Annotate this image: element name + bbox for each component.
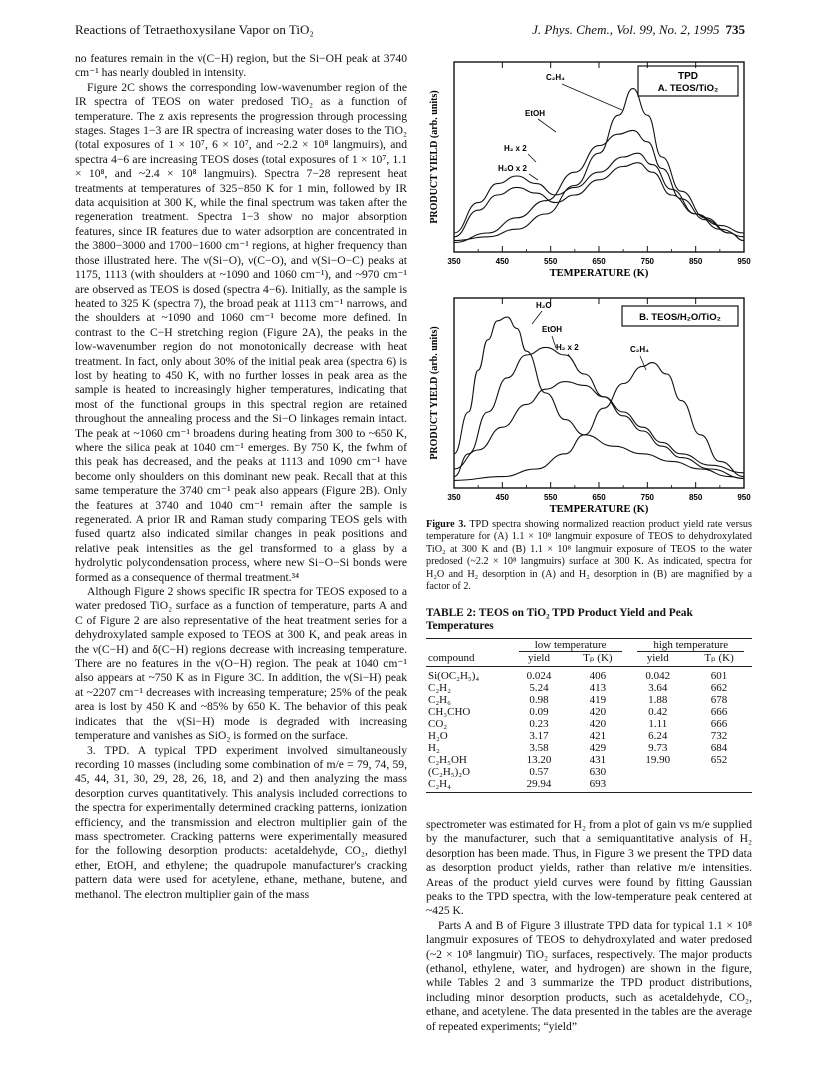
cell-low-yield: 29.94 [512,778,566,793]
x-tick-label: 650 [592,257,606,266]
series-line-3 [454,163,744,237]
cell-compound: H₂ [428,742,440,754]
cell-low-yield: 13.20 [526,754,552,766]
panel-title-line1: TPD [678,71,698,82]
figure-3b [426,290,756,518]
table-row [426,718,752,730]
label-c2h4: C₂H₄ [630,345,649,354]
paragraph-4: 3. TPD. A typical TPD experiment involved simultaneously recording 10 masses (including some combination of m/e = 79, 74, 59, 45, 44, 31, 30, 29, 28, 26, 18, and 2) and then analyzing the mass desorption curves quantitatively. This analysis included corrections to the spectra for experimentally determined cracking patterns, ionization efficiency, and the transmission and electron multiplier gain of the mass spectrometer. Cracking patterns were experimentally measured for the following desorption products: acetaldehyde, CO₂, diethyl ether, EtOH, and ethylene; the quadrupole manufacturer's cracking pattern data were used for acetylene, ethane, methane, butene, and methanol. The electron multiplier gain of the mass [75,743,407,901]
cell-high-yield: 9.73 [648,742,668,754]
cell-low-yield: 0.09 [529,706,549,718]
series-line-1 [454,347,744,478]
group-high-label: high temperature [637,639,744,652]
y-axis-label: PRODUCT YIELD (arb. units) [429,326,440,460]
x-tick-label: 350 [447,493,461,502]
label-h2: H₂ x 2 [556,343,579,352]
x-axis-label: TEMPERATURE (K) [549,504,649,515]
leader-c2h4 [562,84,622,110]
cell-low-yield: 0.57 [529,766,549,778]
caption-text: TPD spectra showing normalized reaction product yield rate versus temperature for (A) 1.1 × 10⁸ langmuir exposure of TEOS to dehydroxylated TiO₂ at 300 K and (B) 1.1 × 10⁸ langmuir exposure of TEOS to the water predosed (~2.2 × 10⁸ langmuirs) surface at 300 K. As indicated, spectra for H₂O and H₂ desorption in (A) and H₂ desorption in (B) are magnified by a factor of 2. [426,519,752,593]
cell-low-yield: 5.24 [529,682,549,694]
cell-high-tp: 601 [710,670,728,682]
cell-high-yield [630,778,687,793]
cell-high-tp: 732 [710,730,728,742]
x-tick-label: 750 [640,257,655,266]
table-title: TABLE 2: TEOS on TiO₂ TPD Product Yield and Peak Temperatures [426,607,693,632]
x-tick-label: 450 [495,257,510,266]
cell-low-yield: 0.024 [526,670,552,682]
x-tick-label: 950 [737,493,751,502]
cell-low-tp: 431 [589,754,607,766]
x-tick-label: 650 [592,493,606,502]
spacer-cell [426,639,512,653]
figure-3a [426,54,756,282]
y-axis-label: PRODUCT YIELD (arb. units) [429,90,440,224]
table-row [426,706,752,718]
paragraph-3: Although Figure 2 shows specific IR spectra for TEOS exposed to a water predosed TiO₂ surface as a function of temperature, parts A and C of Figure 2 are also representative of the heat treatment series for a dehydroxylated sample exposed to TEOS at 300 K, and peak areas in the ν(C−H) and δ(C−H) regions decrease with increasing temperature. There are no features in the ν(O−H) region. The peak at 1040 cm⁻¹ also appears at ~750 K as in Figure 3C. In addition, the ν(Si−H) peak at ~2207 cm⁻¹ decreases with increasing temperature; 25% of the peak area is lost by 450 K and ~85% by 650 K. The behavior of this peak indicates that the ν(Si−H) mode is degraded with increasing temperature and vanishes as SiO₂ is formed on the surface. [75,585,407,743]
series-line-0 [454,317,744,479]
cell-low-tp: 630 [589,766,607,778]
cell-high-tp [686,766,752,778]
cell-low-tp: 420 [589,718,607,730]
x-tick-label: 750 [640,493,655,502]
series-line-1 [454,130,744,242]
cell-high-tp [686,778,752,793]
col-low-tp: Tₚ (K) [566,652,629,667]
table-row [426,730,752,742]
cell-compound: CO₂ [428,718,448,730]
cell-high-tp: 652 [710,754,728,766]
table-row [426,694,752,706]
x-tick-label: 550 [543,257,558,266]
col-high-yield: yield [630,652,687,667]
x-tick-label: 850 [688,493,703,502]
cell-low-tp: 421 [589,730,607,742]
cell-high-yield: 0.042 [645,670,671,682]
leader-h2 [528,154,536,162]
table-row [426,667,752,683]
cell-high-yield: 1.88 [648,694,668,706]
col-high-tp: Tₚ (K) [686,652,752,667]
paragraph-1: no features remain in the ν(C−H) region, but the Si−OH peak at 3740 cm⁻¹ has nearly doubled in intensity. [75,52,407,80]
cell-high-yield: 3.64 [648,682,668,694]
cell-high-tp: 662 [710,682,728,694]
paragraph-5: spectrometer was estimated for H₂ from a plot of gain vs m/e supplied by the manufacturer, such that a semiquantitative analysis of H₂ desorption has been made. Thus, in Figure 3 we present the TPD data as desorption product yields, rather than relative m/e intensities. Areas of the product yield curves were found by fitting Gaussian peaks to the TPD spectra, with the low-temperature peak centered at ~425 K. [426,818,752,918]
label-h2o: H₂O x 2 [498,164,527,173]
cell-high-yield: 0.42 [648,706,668,718]
group-high [630,639,753,653]
label-etoh: EtOH [525,109,545,118]
table-row [426,766,752,778]
group-low [512,639,630,653]
leader-c2h4 [640,356,646,370]
label-c2h4: C₂H₄ [546,73,565,82]
table-group-header [426,639,752,653]
table-row [426,778,752,793]
cell-low-tp: 693 [566,778,629,793]
table-2 [426,638,752,793]
table-header-row [426,652,752,667]
tpd-chart-b [426,290,756,518]
paragraph-6: Parts A and B of Figure 3 illustrate TPD data for typical 1.1 × 10⁸ langmuir exposures of TEOS to dehydroxylated and water predosed (~2 × 10⁸ langmuir) TiO₂ surfaces, respectively. The major products (ethanol, ethylene, water, and hydrogen) are shown in the figure, while Tables 2 and 3 summarize the TPD product distributions, including minor desorption products, such as acetaldehyde, CO₂, ethane, and acetylene. The data presented in the tables are the average of repeated experiments; “yield” [426,918,752,1033]
cell-low-tp: 419 [589,694,607,706]
page-number: 735 [725,22,745,37]
table-row [426,682,752,694]
cell-low-tp: 429 [589,742,607,754]
running-header-title: Reactions of Tetraethoxysilane Vapor on TiO₂ [75,22,314,37]
cell-low-yield: 0.98 [529,694,549,706]
cell-high-yield [630,766,687,778]
label-h2: H₂ x 2 [504,144,527,153]
leader-h2o [532,311,542,324]
cell-low-yield: 3.17 [529,730,549,742]
label-etoh: EtOH [542,325,562,334]
cell-high-tp: 678 [710,694,728,706]
x-tick-label: 350 [447,257,461,266]
journal-citation: J. Phys. Chem., Vol. 99, No. 2, 1995 [532,22,720,37]
cell-high-tp: 666 [710,706,728,718]
leader-etoh [552,336,556,348]
leader-h2o [529,174,538,180]
x-tick-label: 450 [495,493,510,502]
table-row [426,754,752,766]
caption-label: Figure 3. [426,519,466,530]
label-h2o: H₂O [536,301,552,310]
x-axis-label: TEMPERATURE (K) [549,268,649,279]
cell-compound: C₂H₆ [428,694,451,706]
left-text-column [75,52,407,902]
cell-low-tp: 413 [589,682,607,694]
cell-low-yield: 0.23 [529,718,549,730]
cell-compound: C₂H₂ [428,682,451,694]
series-curves [454,317,744,480]
panel-title-line2: A. TEOS/TiO₂ [657,83,719,94]
paragraph-2: Figure 2C shows the corresponding low-wavenumber region of the IR spectra of TEOS on water predosed TiO₂ as a function of temperature. The z axis represents the progression through processing stages. Stages 1−3 are IR spectra of increasing water doses to the TiO₂ (total exposures of 1 × 10⁷, 6 × 10⁷, and ~2.2 × 10⁸ langmuirs), and spectra 4−6 are increasing TEOS doses (total exposures of 1 × 10⁷, 1.1 × 10⁸, and ~2.4 × 10⁸ langmuirs). Spectra 7−28 represent heat treatments at temperatures of 325−850 K for 1 min, followed by IR data acquisition at 300 K, while the final spectrum was taken after the regeneration treatment. Spectra 1−3 show no major absorption features, since IR features due to water adsorption are concentrated in the 3800−3000 and 1700−1600 cm⁻¹ regions, at higher frequency than those illustrated here. The ν(Si−O), ν(C−O), and ν(Si−O−C) peaks at 1175, 1113 (with shoulders at ~1090 and 1060 cm⁻¹), and ~970 cm⁻¹ are observed as TEOS is dosed (spectra 4−6). Initially, as the sample is heated to 325 K (spectra 7), the broad peak at 1113 cm⁻¹ narrows, and the shoulders at ~1090 and 1060 cm⁻¹ become more defined. In contrast to the C−H stretching region (Figure 2A), the peaks in the low-wavenumber region do not monotonically decrease with heat treatment. In fact, only about 30% of the initial peak area (spectra 6) is lost by heating to 450 K, with no further losses in peak area as the sample is heated to increasingly higher temperatures, indicating that most of the functional groups in this spectral region are retained throughout the annealing process and the Si−O linkages remain intact. The peak at ~1060 cm⁻¹ broadens during heating from 300 to ~650 K, where the silica peak at 1040 cm⁻¹ emerges. By 750 K, the fwhm of this peak has decreased, and the peaks at 1113 and 1090 cm⁻¹ have become only shoulders on this dominant new peak. Recall that at this same temperature the 3740 cm⁻¹ peak also appears (Figure 2B). Only the features at 3740 and 1040 cm⁻¹ remain after the sample is regenerated. A prior IR and Raman study comparing TEOS gels with fused quartz also indicated similar changes in peak positions and relative peak intensities as the gel transformed to a glass by a hydrolytic polycondensation process, where new Si−O−Si bonds were formed as a consequence of thermal treatment.³⁴ [75,80,407,584]
col-compound: compound [426,652,512,667]
x-tick-label: 850 [688,257,703,266]
cell-high-yield: 6.24 [648,730,668,742]
running-header-journal [532,22,745,38]
panel-title: B. TEOS/H₂O/TiO₂ [639,312,721,323]
table-row [426,742,752,754]
x-tick-label: 550 [543,493,558,502]
cell-low-yield: 3.58 [529,742,549,754]
cell-high-yield: 19.90 [645,754,671,766]
cell-compound: (C₂H₅)₂O [428,766,471,778]
cell-compound: CH₃CHO [428,706,471,718]
cell-compound: C₂H₄ [426,778,512,793]
tpd-chart-a [426,54,756,282]
cell-compound: H₂O [428,730,448,742]
right-text-column [426,818,752,1034]
yield-table [426,638,752,793]
x-tick-label: 950 [737,257,751,266]
group-low-label: low temperature [519,639,621,652]
leader-etoh [538,119,556,132]
cell-compound: Si(OC₂H₅)₄ [428,670,480,682]
cell-low-tp: 406 [589,670,607,682]
cell-compound: C₂H₅OH [428,754,467,766]
col-low-yield: yield [512,652,566,667]
cell-high-tp: 666 [710,718,728,730]
cell-low-tp: 420 [589,706,607,718]
cell-high-yield: 1.11 [648,718,668,730]
table-body [426,667,752,793]
cell-high-tp: 684 [710,742,728,754]
figure-caption [426,519,752,593]
